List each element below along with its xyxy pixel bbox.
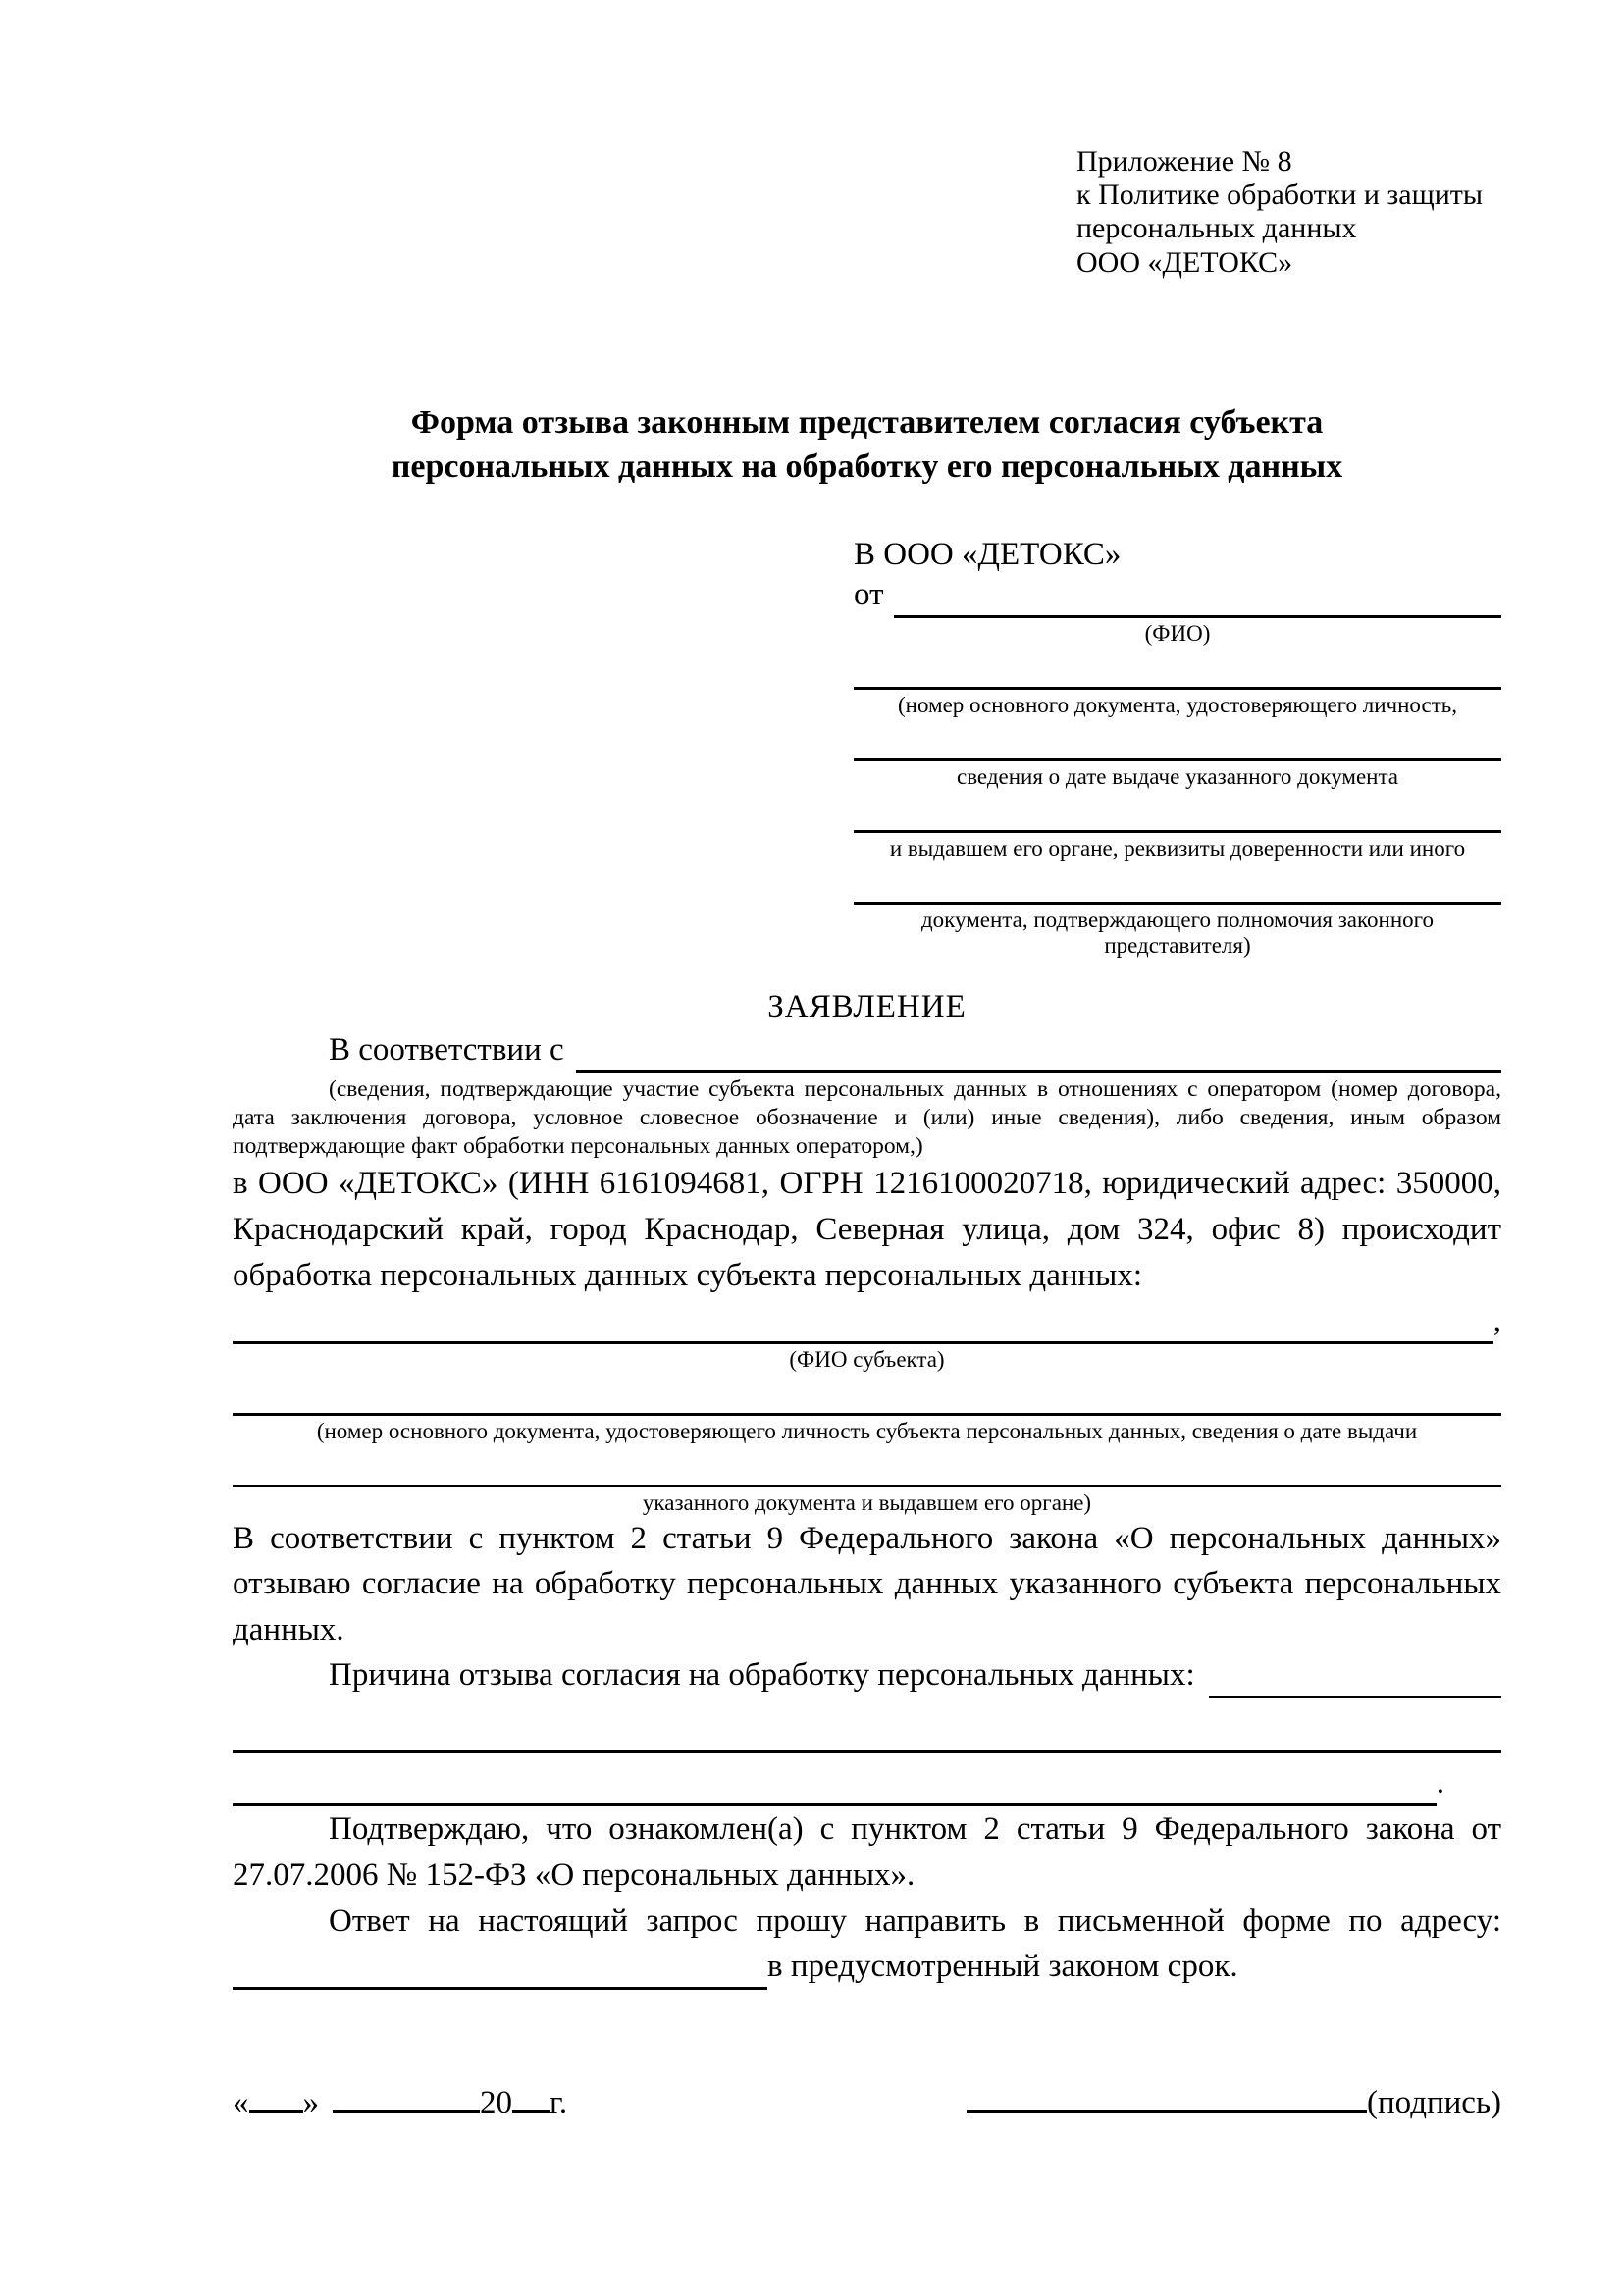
title-line-2: персональных данных на обработку его персональных данных	[391, 447, 1343, 485]
quote-close: »	[302, 2084, 319, 2120]
year-blank-field	[512, 2080, 550, 2113]
signature-row	[233, 2080, 1501, 2126]
day-blank-field	[249, 2080, 303, 2113]
signature-line	[967, 2080, 1501, 2126]
basis-prefix: В соответствии с	[329, 1031, 564, 1068]
subject-doc-blank-field-1	[233, 1373, 1501, 1416]
year-suffix: г.	[550, 2084, 568, 2120]
subject-doc-caption-2: указанного документа и выдавшем его органе)	[642, 1489, 1092, 1515]
trailing-comma: ,	[1492, 1302, 1501, 1338]
from-line	[854, 575, 1501, 618]
reply-request-paragraph: Ответ на настоящий запрос прошу направить в письменной форме по адресу:	[329, 1903, 1501, 1939]
representative-doc-caption-1: (номер основного документа, удостоверяющего личность,	[897, 692, 1457, 717]
reason-line	[233, 1653, 1501, 1698]
document-title	[233, 401, 1501, 490]
fio-caption: (ФИО)	[1144, 620, 1211, 646]
basis-line	[233, 1030, 1501, 1073]
appendix-line-4: ООО «ДЕТОКС»	[1076, 245, 1293, 279]
subject-doc-blank-field-2	[233, 1444, 1501, 1487]
subject-fio-caption: (ФИО субъекта)	[789, 1346, 945, 1372]
signature-caption: (подпись)	[1367, 2084, 1501, 2120]
reason-end-line	[233, 1753, 1501, 1806]
recipient-organization: В ООО «ДЕТОКС»	[854, 536, 1122, 572]
representative-doc-caption-2: сведения о дате выдаче указанного документа	[956, 763, 1399, 789]
statement-heading: ЗАЯВЛЕНИЕ	[767, 988, 967, 1024]
subject-doc-caption-1: (номер основного документа, удостоверяющего личность субъекта персональных данных, сведения о дате выдачи	[316, 1418, 1418, 1443]
recipient-block	[854, 535, 1501, 959]
representative-doc-caption-4: документа, подтверждающего полномочия законного представителя)	[920, 907, 1434, 958]
subject-fio-line	[233, 1303, 1501, 1344]
representative-doc-blank-field-1	[854, 647, 1501, 690]
appendix-line-2: к Политике обработки и защиты	[1076, 179, 1484, 212]
signature-blank-field	[967, 2080, 1367, 2113]
operator-info-paragraph: в ООО «ДЕТОКС» (ИНН 6161094681, ОГРН 1216100020718, юридический адрес: 350000, Краснодарский край, город Краснодар, Северная улица, дом 324, офис 8) происходит обработка персональных данных субъекта персональных данных:	[233, 1165, 1501, 1293]
basis-explanation: (сведения, подтверждающие участие субъекта персональных данных в отношениях с оператором (номер договора, дата заключения договора, условное словесное обозначение и (или) иные сведения), либо сведения, иным образом подтверждающие факт обработки персональных данных оператором,)	[233, 1075, 1501, 1159]
appendix-line-3: персональных данных	[1076, 212, 1357, 245]
appendix-block	[1076, 145, 1501, 280]
representative-doc-blank-field-3	[854, 790, 1501, 833]
date-line	[233, 2080, 567, 2126]
withdrawal-paragraph: В соответствии с пунктом 2 статьи 9 Федерального закона «О персональных данных» отзываю согласие на обработку персональных данных указанного субъекта персональных данных.	[233, 1520, 1501, 1648]
month-blank-field	[333, 2080, 480, 2113]
reason-blank-field-2	[233, 1704, 1501, 1753]
representative-doc-blank-field-2	[854, 718, 1501, 761]
reply-suffix: в предусмотренный законом срок.	[767, 1948, 1238, 1984]
trailing-period: .	[1436, 1765, 1444, 1801]
address-blank-field	[233, 1987, 767, 1990]
basis-blank-field	[576, 1070, 1501, 1073]
from-label: от	[854, 576, 884, 612]
reply-address-line	[233, 1945, 1501, 1990]
reason-blank-field-1	[1209, 1696, 1501, 1698]
representative-doc-caption-3: и выдавшем его органе, реквизиты доверенности или иного	[889, 835, 1466, 861]
title-line-1: Форма отзыва законным представителем согласия субъекта	[410, 403, 1324, 441]
year-prefix: 20	[480, 2084, 512, 2120]
representative-doc-blank-field-4	[854, 861, 1501, 905]
subject-fio-blank-field	[233, 1341, 1493, 1344]
quote-open: «	[233, 2084, 249, 2120]
representative-fio-blank-field	[894, 615, 1502, 618]
confirmation-paragraph: Подтверждаю, что ознакомлен(а) с пунктом 2 статьи 9 Федерального закона от 27.07.2006 № 152-ФЗ «О персональных данных».	[233, 1811, 1501, 1893]
appendix-line-1: Приложение № 8	[1076, 145, 1292, 178]
reason-prefix: Причина отзыва согласия на обработку персональных данных:	[329, 1657, 1195, 1694]
